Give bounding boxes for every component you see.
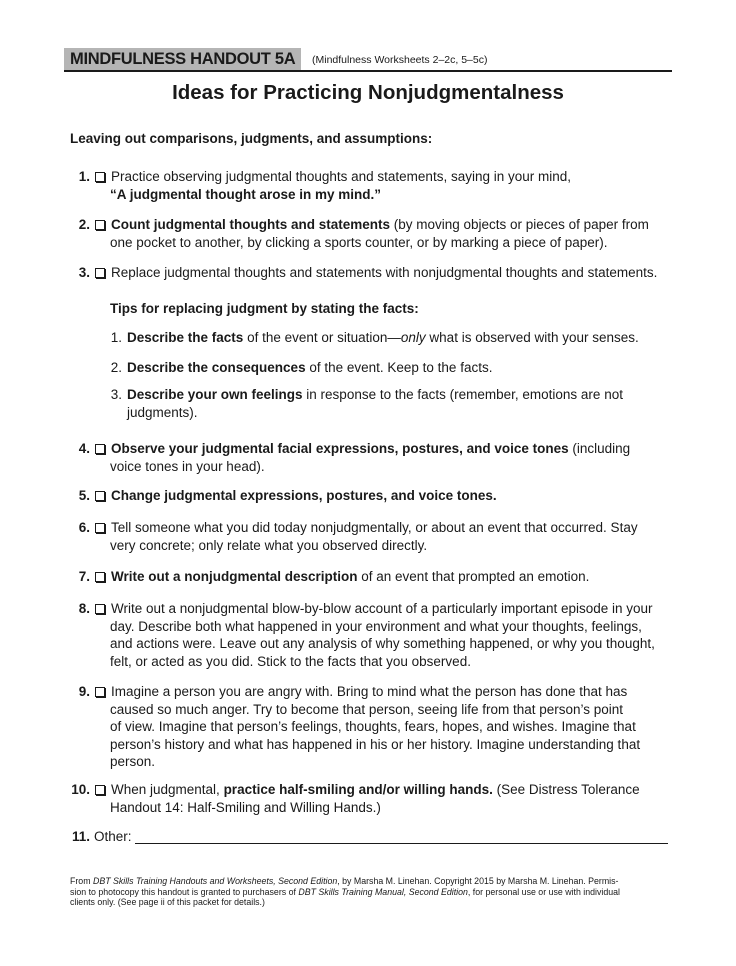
text-segment: Handout 14: Half-Smiling and Willing Hands.) bbox=[110, 799, 381, 815]
tip-text-line bbox=[127, 359, 492, 377]
footer-line bbox=[70, 897, 680, 908]
item-text-line bbox=[111, 168, 571, 186]
text-segment: of the event. Keep to the facts. bbox=[305, 360, 493, 375]
text-segment: From bbox=[70, 876, 93, 886]
text-segment: what is observed with your senses. bbox=[425, 330, 639, 345]
text-segment: Replace judgmental thoughts and statements with nonjudgmental thoughts and statements. bbox=[111, 265, 658, 280]
checkbox[interactable] bbox=[95, 268, 105, 278]
text-segment: Count judgmental thoughts and statements bbox=[111, 217, 390, 232]
item-number: 4. bbox=[78, 441, 90, 456]
item-number: 9. bbox=[78, 684, 90, 699]
item-text-line bbox=[110, 718, 636, 736]
text-segment: Write out a nonjudgmental description bbox=[111, 569, 358, 584]
text-segment: voice tones in your head). bbox=[110, 458, 265, 474]
text-segment: of an event that prompted an emotion. bbox=[357, 569, 590, 584]
item-text-line bbox=[110, 653, 471, 671]
text-segment: person. bbox=[110, 754, 156, 769]
tip-text-line bbox=[127, 404, 198, 422]
tip-number: 3. bbox=[110, 387, 122, 402]
text-segment: one pocket to another, by clicking a sports counter, or by marking a piece of paper). bbox=[110, 234, 608, 250]
handout-header bbox=[64, 48, 672, 72]
text-segment: Write out a nonjudgmental blow-by-blow account of a particularly important episode in your bbox=[111, 601, 653, 616]
text-segment: DBT Skills Training Handouts and Worksheets, Second Edition bbox=[92, 876, 338, 886]
item-text-line bbox=[110, 753, 155, 771]
text-segment: When judgmental, bbox=[111, 782, 224, 797]
text-segment: Describe the consequences bbox=[127, 360, 306, 375]
checkbox[interactable] bbox=[95, 491, 105, 501]
item-text-line bbox=[110, 458, 265, 476]
text-segment: (See Distress Tolerance bbox=[492, 782, 640, 797]
item-text-line bbox=[110, 537, 427, 555]
text-segment: day. Describe both what happened in your environment and what your thoughts, feelings, bbox=[110, 618, 642, 634]
handout-label: MINDFULNESS HANDOUT 5A bbox=[64, 48, 301, 70]
checkbox[interactable] bbox=[95, 572, 105, 582]
item-text-line bbox=[110, 618, 642, 636]
checkbox[interactable] bbox=[95, 687, 105, 697]
item-text-line bbox=[111, 487, 497, 505]
other-number: 11. bbox=[71, 829, 90, 844]
tip-text-line bbox=[127, 386, 623, 404]
item-text-line bbox=[111, 440, 630, 458]
item-text-line bbox=[110, 736, 640, 754]
text-segment: Tell someone what you did today nonjudgmentally, or about an event that occurred. Stay bbox=[111, 520, 638, 535]
other-label: Other: bbox=[94, 829, 132, 844]
checkbox[interactable] bbox=[95, 785, 105, 795]
item-number: 7. bbox=[78, 569, 90, 584]
text-segment: Describe the facts bbox=[127, 330, 244, 345]
item-number: 1. bbox=[78, 169, 90, 184]
text-segment: in response to the facts (remember, emotions are not bbox=[302, 387, 623, 402]
text-segment: (including bbox=[568, 441, 631, 456]
text-segment: Practice observing judgmental thoughts and statements, saying in your mind, bbox=[111, 169, 572, 184]
text-segment: of the event or situation— bbox=[243, 330, 401, 345]
item-text-line bbox=[110, 234, 608, 252]
tip-number: 1. bbox=[110, 330, 122, 345]
section-heading: Leaving out comparisons, judgments, and assumptions: bbox=[70, 131, 433, 146]
item-number: 2. bbox=[78, 217, 90, 232]
checkbox[interactable] bbox=[95, 444, 105, 454]
item-text-line bbox=[111, 519, 638, 537]
item-number: 5. bbox=[78, 488, 90, 503]
text-segment: , by Marsha M. Linehan. Copyright 2015 by Marsha M. Linehan. Permis- bbox=[337, 876, 619, 886]
checkbox[interactable] bbox=[95, 523, 105, 533]
tips-heading: Tips for replacing judgment by stating the facts: bbox=[110, 301, 419, 316]
tip-text-line bbox=[127, 329, 639, 347]
text-segment: Describe your own feelings bbox=[127, 387, 303, 402]
text-segment: of view. Imagine that person’s feelings, thoughts, fears, hopes, and wishes. Imagine that bbox=[110, 719, 636, 734]
text-segment: Imagine a person you are angry with. Bring to mind what the person has done that has bbox=[111, 684, 628, 699]
text-segment: felt, or acted as you did. Stick to the facts that you observed. bbox=[110, 653, 471, 669]
text-segment: caused so much anger. Try to become that person, seeing life from that person’s point bbox=[110, 701, 624, 717]
other-fill-line[interactable] bbox=[135, 843, 668, 844]
item-text-line bbox=[110, 799, 381, 817]
checkbox[interactable] bbox=[95, 220, 105, 230]
item-text-line bbox=[110, 635, 655, 653]
item-number: 8. bbox=[78, 601, 90, 616]
text-segment: (by moving objects or pieces of paper from bbox=[390, 217, 649, 232]
text-segment: Observe your judgmental facial expressions, postures, and voice tones bbox=[111, 441, 569, 456]
item-text-line bbox=[110, 701, 623, 719]
text-segment: judgments). bbox=[127, 404, 198, 420]
item-number: 6. bbox=[78, 520, 90, 535]
text-segment: and actions were. Leave out any analysis of why something happened, or why you thought, bbox=[110, 636, 655, 651]
footer-line bbox=[70, 887, 680, 898]
checkbox[interactable] bbox=[95, 604, 105, 614]
copyright-footer bbox=[70, 876, 680, 908]
page-title: Ideas for Practicing Nonjudgmentalness bbox=[172, 81, 564, 104]
item-number: 3. bbox=[78, 265, 90, 280]
text-segment: Change judgmental expressions, postures, and voice tones. bbox=[111, 488, 497, 503]
checkbox[interactable] bbox=[95, 172, 105, 182]
item-text-line bbox=[111, 781, 640, 799]
item-text-line bbox=[111, 568, 589, 586]
item-text-line bbox=[111, 216, 649, 234]
text-segment: DBT Skills Training Manual, Second Edition bbox=[298, 886, 468, 897]
text-segment: clients only. (See page ii of this packet for details.) bbox=[70, 897, 265, 907]
item-text-line bbox=[110, 186, 381, 204]
tip-number: 2. bbox=[110, 360, 122, 375]
item-text-line bbox=[111, 600, 653, 618]
text-segment: sion to photocopy this handout is granted to purchasers of bbox=[70, 886, 299, 897]
text-segment: “A judgmental thought arose in my mind.” bbox=[110, 186, 382, 202]
item-text-line bbox=[111, 683, 627, 701]
worksheet-reference: (Mindfulness Worksheets 2–2c, 5–5c) bbox=[312, 54, 488, 66]
text-segment: practice half-smiling and/or willing hands. bbox=[223, 782, 493, 797]
text-segment: only bbox=[400, 330, 426, 345]
text-segment: person’s history and what has happened in his or her history. Imagine understanding that bbox=[110, 736, 641, 752]
item-number: 10. bbox=[71, 782, 90, 797]
item-text-line bbox=[111, 264, 657, 282]
footer-line bbox=[70, 876, 680, 887]
text-segment: , for personal use or use with individual bbox=[467, 886, 620, 897]
text-segment: very concrete; only relate what you observed directly. bbox=[110, 537, 428, 553]
